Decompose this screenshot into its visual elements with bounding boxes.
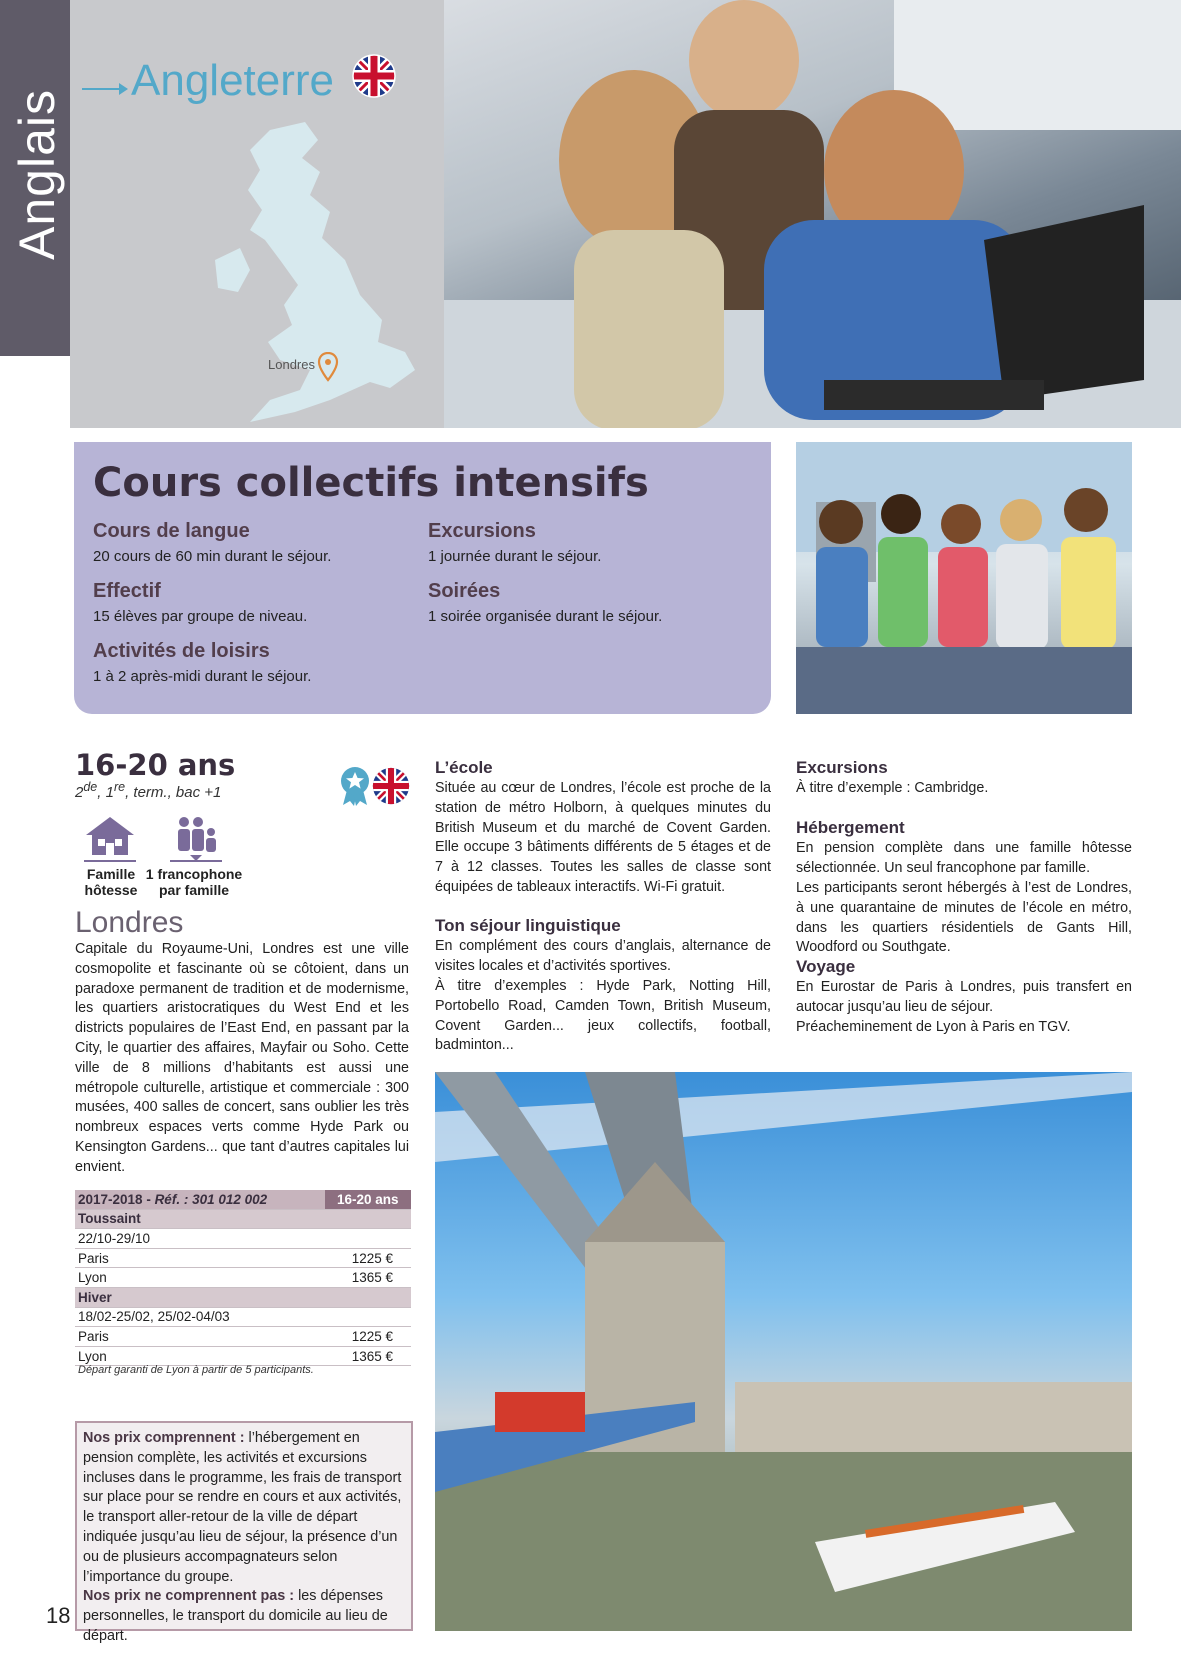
section-text: Préacheminement de Lyon à Paris en TGV.: [796, 1019, 1071, 1035]
page-number: 18: [46, 1603, 71, 1628]
table-header-row: 2017-2018 - Réf. : 301 012 002 16-20 ans: [75, 1190, 411, 1209]
table-row: 18/02-25/02, 25/02-04/03: [75, 1307, 411, 1327]
students-photo: [796, 442, 1132, 714]
section-text: Située au cœur de Londres, l’école est proche de la station de métro Holborn, à quelques minutes du British Museum et du marché de Covent Garden. Elle occupe 3 bâtiments différents de 5 étages et de 7 à 12 classes. Toutes les salles de classe sont équipées de tableaux interactifs. Wi-Fi gratuit.: [435, 780, 771, 895]
table-row: Hiver: [75, 1287, 411, 1307]
map-pin-icon: [317, 352, 339, 382]
course-title: Cours collectifs intensifs: [93, 460, 649, 506]
feature-title: Activités de loisirs: [93, 640, 270, 662]
section-title: Ton séjour linguistique: [435, 916, 621, 935]
tower-bridge-illustration: [435, 1072, 1132, 1631]
map-panel: [70, 0, 444, 428]
city-title: Londres: [75, 906, 184, 939]
tower-bridge-photo: [435, 1072, 1132, 1631]
feature-text: 1 à 2 après-midi durant le séjour.: [93, 668, 312, 685]
table-row: Toussaint: [75, 1209, 411, 1229]
table-note: Départ garanti de Lyon à partir de 5 participants.: [78, 1364, 314, 1376]
section-title: Hébergement: [796, 818, 905, 837]
price-table: [75, 1190, 411, 1366]
quality-badge-icon: [337, 766, 373, 806]
uk-flag-icon: [352, 54, 396, 98]
section-text: En complément des cours d’anglais, alternance de visites locales et d’activités sportives.: [435, 938, 771, 974]
section-text: À titre d’exemples : Hyde Park, Notting Hill, Portobello Road, Camden Town, British Museum, Covent Garden... jeux collectifs, football, badminton...: [435, 978, 771, 1054]
country-title: Angleterre: [131, 56, 335, 105]
table-row: 22/10-29/10: [75, 1229, 411, 1249]
feature-title: Soirées: [428, 580, 501, 602]
service-item: Famille hôtesse: [84, 866, 138, 898]
table-row: Paris 1225 €: [75, 1327, 411, 1347]
prices-included-text: Nos prix comprennent : l’hébergement en pension complète, les activités et excursions incluses dans le programme, les frais de transport sur place pour se rendre en cours et aux activités, le transport aller-retour de la ville de départ indiquée jusqu’au lieu de séjour, la présence d’un ou de plusieurs accompagnateurs selon l’importance du groupe. Nos prix ne comprennent pas : les dépenses personnelles, le transport du domicile au lieu de départ.: [83, 1430, 402, 1644]
service-item: 1 francophone par famille: [145, 866, 243, 898]
family-icon: [170, 815, 222, 863]
feature-title: Cours de langue: [93, 520, 250, 542]
prices-included-box: [75, 1421, 413, 1644]
arrow-icon: [82, 88, 126, 90]
age-range: 16-20 ans: [75, 748, 236, 782]
feature-title: Excursions: [428, 520, 536, 542]
feature-text: 1 journée durant le séjour.: [428, 548, 602, 565]
school-grades: 2de, 1re, term., bac +1: [75, 780, 222, 801]
section-text: Les participants seront hébergés à l’est de Londres, à une quarantaine de minutes de l’école en métro, dans les quartiers résidentiels de Gants Hill, Woodford ou Southgate.: [796, 880, 1132, 956]
section-text: En Eurostar de Paris à Londres, puis transfert en autocar jusqu’au lieu de séjour.: [796, 979, 1132, 1015]
table-row: Lyon 1365 €: [75, 1346, 411, 1366]
uk-flag-icon: [372, 767, 410, 805]
table-row: Lyon 1365 €: [75, 1268, 411, 1288]
map-city-label: Londres: [268, 357, 315, 372]
course-summary-box: [74, 442, 771, 714]
feature-text: 1 soirée organisée durant le séjour.: [428, 608, 663, 625]
students-photo-illustration: [796, 442, 1132, 714]
feature-text: 15 élèves par groupe de niveau.: [93, 608, 308, 625]
city-description: Capitale du Royaume-Uni, Londres est une ville cosmopolite et fascinante où se côtoient, dans un paradoxe permanent de tradition et de modernisme, les quartiers aristocratiques du West End et les districts populaires de l’East End, en passant par la City, le quartier des affaires, Mayfair ou Soho. Cette ville de 8 millions d’habitants est aussi une métropole culturelle, artistique et commerciale : 300 musées, 400 salles de concert, sans oublier les très nombreux espaces verts comme Hyde Park ou Kensington Gardens... que tant d’autres capitales lui envient.: [75, 941, 409, 1175]
section-text: En pension complète dans une famille hôtesse sélectionnée. Un seul francophone par famille.: [796, 840, 1132, 876]
classroom-photo-illustration: [444, 0, 1181, 428]
section-tab-label: Anglais: [9, 89, 65, 260]
section-title: L’école: [435, 758, 493, 777]
feature-text: 20 cours de 60 min durant le séjour.: [93, 548, 332, 565]
section-title: Excursions: [796, 758, 888, 777]
feature-title: Effectif: [93, 580, 161, 602]
section-title: Voyage: [796, 957, 856, 976]
classroom-photo: [444, 0, 1181, 428]
table-row: Paris 1225 €: [75, 1248, 411, 1268]
house-icon: [84, 815, 136, 863]
section-text: À titre d’exemple : Cambridge.: [796, 780, 989, 796]
